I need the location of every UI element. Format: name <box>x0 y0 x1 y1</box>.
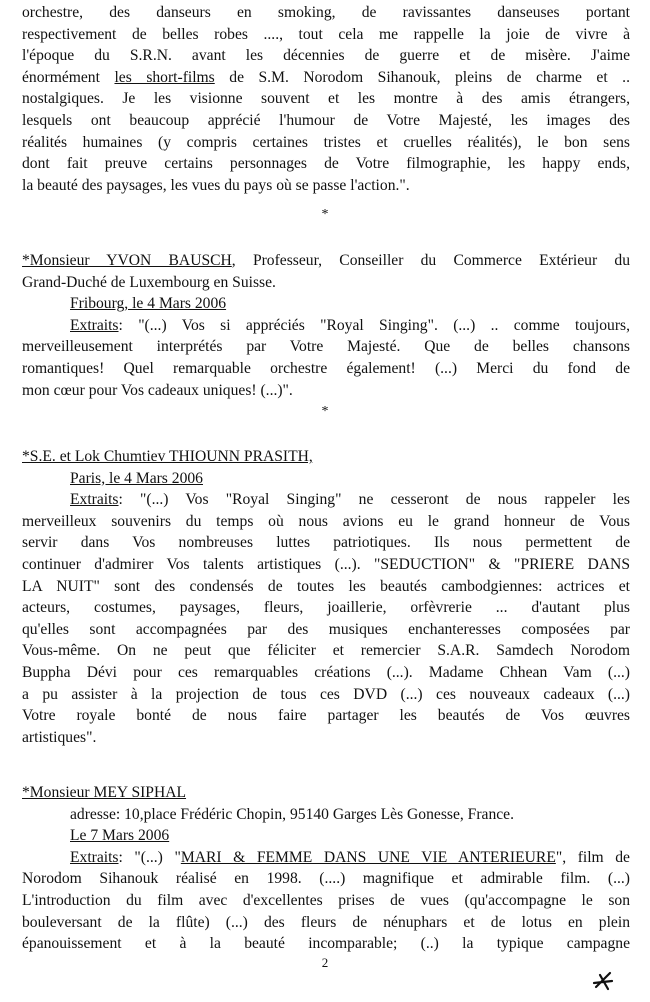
intro-line: respectivement de belles robes ...., tout cela me rappelle la joie de vivre à <box>22 25 630 43</box>
thiounn-heading: *S.E. et Lok Chumtiev THIOUNN PRASITH, <box>22 448 313 465</box>
mey-line: épanouissement et à la beauté incomparable; (..) la typique campagne <box>22 935 630 953</box>
thiounn-entry <box>22 446 630 748</box>
handwritten-mark-icon <box>588 965 618 995</box>
mey-heading: *Monsieur MEY SIPHAL <box>22 784 187 801</box>
bausch-line: romantiques! Quel remarquable orchestre également! (...) Merci du fond de <box>22 359 630 377</box>
thiounn-line: Votre royale bonté de nous faire partager les beautés de Vos œuvres <box>22 707 630 725</box>
bausch-heading-line2: Grand-Duché de Luxembourg en Suisse. <box>22 273 276 291</box>
bausch-entry <box>22 250 630 401</box>
separator-asterisk: * <box>321 404 329 419</box>
thiounn-line: acteurs, costumes, paysages, fleurs, joaillerie, orfèvrerie ... d'autant plus <box>22 599 630 617</box>
thiounn-line: Buppha Dévi pour ces remarquables créations (...). Madame Chhean Vam (...) <box>22 663 630 681</box>
mey-line: L'introduction du film avec d'excellentes prises de vues (qu'accompagne le son <box>22 891 630 909</box>
bausch-extraits-line: Extraits: "(...) Vos si appréciés "Royal Singing". (...) .. comme toujours, <box>70 316 630 334</box>
short-films-underlined: les short-films <box>114 68 215 86</box>
thiounn-line: qu'elles sont accompagnées par des musiques enchanteresses composées par <box>22 620 630 638</box>
intro-line: nostalgiques. Je les visionne souvent et les montre à des amis étrangers, <box>22 90 630 108</box>
bausch-heading: *Monsieur YVON BAUSCH, Professeur, Conseiller du Commerce Extérieur du <box>22 252 630 269</box>
intro-line: la beauté des paysages, les vues du pays où se passe l'action.". <box>22 176 410 194</box>
bausch-line: mon cœur pour Vos cadeaux uniques! (...)". <box>22 381 293 399</box>
separator-asterisk: * <box>321 207 329 222</box>
thiounn-line: servir dans Vos nombreuses luttes patriotiques. Ils nous permettent de <box>22 534 630 552</box>
mey-address: adresse: 10,place Frédéric Chopin, 95140 Garges Lès Gonesse, France. <box>70 805 515 823</box>
intro-line: l'époque du S.R.N. avant les décennies de guerre et de misère. J'aime <box>22 47 630 65</box>
mey-dateline: Le 7 Mars 2006 <box>70 827 170 845</box>
thiounn-line: Vous-même. On ne peut que féliciter et remercier S.A.R. Samdech Norodom <box>22 642 630 660</box>
thiounn-line: a pu assister à la projection de tous ces DVD (...) ces nouveaux cadeaux (...) <box>22 685 630 703</box>
mey-line: Norodom Sihanouk réalisé en 1998. (....) magnifique et admirable film. (...) <box>22 870 630 888</box>
bausch-dateline: Fribourg, le 4 Mars 2006 <box>70 295 227 313</box>
thiounn-extraits-line: Extraits: "(...) Vos "Royal Singing" ne cesseront de nous rappeler les <box>70 491 630 509</box>
intro-line: dont fait preuve certains personnages de Votre filmographie, les happy ends, <box>22 155 630 173</box>
intro-line: orchestre, des danseurs en smoking, de ravissantes danseuses portant <box>22 4 630 21</box>
intro-line-short-films: énormément les short-films de S.M. Norodom Sihanouk, pleins de charme et .. <box>22 68 630 86</box>
intro-line: réalités humaines (y compris certaines tristes et cruelles réalités), le bon sens <box>22 133 630 151</box>
thiounn-line: merveilleux souvenirs du temps où nous avions eu le grand honneur de Vous <box>22 512 630 530</box>
mey-film-title: MARI & FEMME DANS UNE VIE ANTERIEURE <box>180 848 556 866</box>
mey-entry <box>22 782 630 955</box>
intro-paragraph <box>22 2 630 196</box>
intro-line: lesquels ont beaucoup apprécié l'humour de Votre Majesté, les images des <box>22 111 630 129</box>
bausch-line: merveilleusement interprétés par Votre Majesté. Que de belles chansons <box>22 338 630 356</box>
mey-extraits-line: Extraits: "(...) "MARI & FEMME DANS UNE VIE ANTERIEURE", film de <box>70 848 630 866</box>
thiounn-line: artistiques". <box>22 728 97 746</box>
thiounn-line: LA NUIT" sont des condensés de toutes les beautés cambodgiennes: actrices et <box>22 577 630 595</box>
thiounn-line: continuer d'admirer Vos talents artistiques (...). "SEDUCTION" & "PRIERE DANS <box>22 555 630 573</box>
mey-line: bouleversant de la flûte) (...) des fleurs de nénuphars et de lotus en plein <box>22 913 630 931</box>
thiounn-dateline: Paris, le 4 Mars 2006 <box>70 469 203 487</box>
page-number: 2 <box>321 955 329 970</box>
